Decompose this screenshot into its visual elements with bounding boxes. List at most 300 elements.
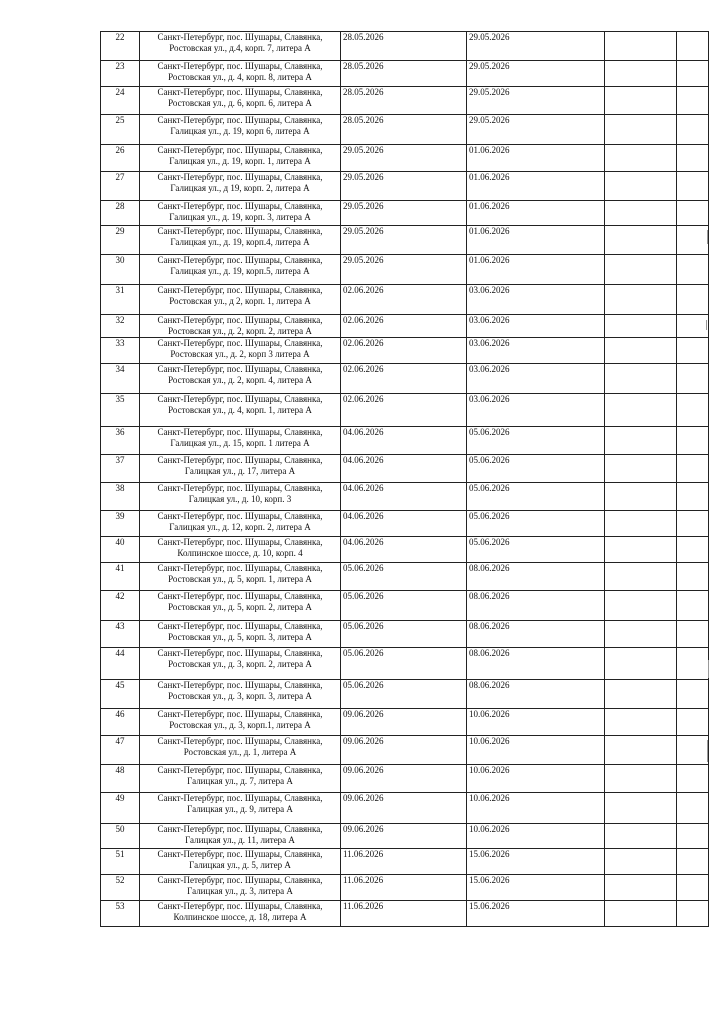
start-date: 28.05.2026 xyxy=(343,32,384,42)
address-line-1: Санкт-Петербург, пос. Шушары, Славянка, xyxy=(157,255,323,265)
address-cell xyxy=(140,364,341,394)
address-cell xyxy=(140,765,341,793)
start-date-cell xyxy=(341,901,467,927)
scan-artifact xyxy=(707,740,708,762)
table-row xyxy=(101,87,709,115)
end-date: 15.06.2026 xyxy=(469,875,510,885)
end-date: 05.06.2026 xyxy=(469,427,510,437)
start-date: 29.05.2026 xyxy=(343,145,384,155)
row-number: 37 xyxy=(115,455,125,465)
start-date: 11.06.2026 xyxy=(343,875,384,885)
start-date: 28.05.2026 xyxy=(343,87,384,97)
address-cell xyxy=(140,427,341,455)
address-line-2: Ростовская ул., д. 3, корп. 3, литера А xyxy=(168,691,312,701)
start-date: 05.06.2026 xyxy=(343,648,384,658)
empty-cell xyxy=(605,483,677,511)
start-date-cell xyxy=(341,115,467,145)
address-cell xyxy=(140,87,341,115)
address-line-1: Санкт-Петербург, пос. Шушары, Славянка, xyxy=(157,315,323,325)
start-date: 04.06.2026 xyxy=(343,483,384,493)
start-date-cell xyxy=(341,455,467,483)
row-number-cell xyxy=(101,87,140,115)
address-line-2: Галицкая ул., д. 19, корп. 1, литера А xyxy=(169,156,311,166)
end-date: 08.06.2026 xyxy=(469,563,510,573)
table-row xyxy=(101,901,709,927)
address-line-2: Галицкая ул., д. 7, литера А xyxy=(187,776,293,786)
address-cell xyxy=(140,736,341,765)
table-row xyxy=(101,511,709,537)
start-date-cell xyxy=(341,849,467,875)
empty-cell xyxy=(677,201,709,226)
address-line-2: Ростовская ул., д. 2, корп. 2, литера А xyxy=(168,326,312,336)
row-number-cell xyxy=(101,201,140,226)
address-line-2: Ростовская ул., д. 5, корп. 1, литера А xyxy=(168,574,312,584)
address-cell xyxy=(140,621,341,648)
start-date: 28.05.2026 xyxy=(343,61,384,71)
start-date: 02.06.2026 xyxy=(343,394,384,404)
address-cell xyxy=(140,824,341,849)
row-number: 48 xyxy=(115,765,125,775)
start-date-cell xyxy=(341,61,467,87)
row-number: 28 xyxy=(115,201,125,211)
address-cell xyxy=(140,511,341,537)
start-date-cell xyxy=(341,483,467,511)
row-number-cell xyxy=(101,901,140,927)
end-date-cell xyxy=(467,285,605,315)
row-number-cell xyxy=(101,285,140,315)
start-date: 29.05.2026 xyxy=(343,255,384,265)
address-line-1: Санкт-Петербург, пос. Шушары, Славянка, xyxy=(157,621,323,631)
end-date-cell xyxy=(467,255,605,285)
row-number-cell xyxy=(101,621,140,648)
end-date-cell xyxy=(467,32,605,61)
address-line-2: Ростовская ул., д. 6, корп. 6, литера А xyxy=(168,98,312,108)
row-number-cell xyxy=(101,483,140,511)
empty-cell xyxy=(677,338,709,364)
empty-cell xyxy=(677,765,709,793)
row-number: 42 xyxy=(115,591,125,601)
row-number: 30 xyxy=(115,255,125,265)
table-row xyxy=(101,736,709,765)
row-number: 34 xyxy=(115,364,125,374)
end-date-cell xyxy=(467,394,605,427)
row-number: 32 xyxy=(115,315,125,325)
empty-cell xyxy=(677,537,709,563)
address-line-2: Ростовская ул., д. 4, корп. 8, литера А xyxy=(168,72,312,82)
address-line-1: Санкт-Петербург, пос. Шушары, Славянка, xyxy=(157,87,323,97)
address-cell xyxy=(140,201,341,226)
end-date: 01.06.2026 xyxy=(469,145,510,155)
end-date: 15.06.2026 xyxy=(469,849,510,859)
row-number-cell xyxy=(101,364,140,394)
row-number: 27 xyxy=(115,172,125,182)
empty-cell xyxy=(605,511,677,537)
empty-cell xyxy=(605,849,677,875)
start-date-cell xyxy=(341,172,467,201)
empty-cell xyxy=(677,709,709,736)
empty-cell xyxy=(605,875,677,901)
end-date: 10.06.2026 xyxy=(469,824,510,834)
address-line-1: Санкт-Петербург, пос. Шушары, Славянка, xyxy=(157,563,323,573)
address-line-1: Санкт-Петербург, пос. Шушары, Славянка, xyxy=(157,537,323,547)
address-line-1: Санкт-Петербург, пос. Шушары, Славянка, xyxy=(157,709,323,719)
empty-cell xyxy=(605,591,677,621)
end-date-cell xyxy=(467,875,605,901)
start-date: 02.06.2026 xyxy=(343,285,384,295)
row-number-cell xyxy=(101,338,140,364)
table-row xyxy=(101,455,709,483)
start-date-cell xyxy=(341,338,467,364)
table-body xyxy=(101,32,709,927)
end-date-cell xyxy=(467,315,605,338)
address-line-1: Санкт-Петербург, пос. Шушары, Славянка, xyxy=(157,511,323,521)
address-line-2: Галицкая ул., д. 11, литера А xyxy=(185,835,295,845)
empty-cell xyxy=(605,709,677,736)
empty-cell xyxy=(677,680,709,709)
address-line-2: Галицкая ул., д. 12, корп. 2, литера А xyxy=(169,522,311,532)
end-date: 29.05.2026 xyxy=(469,87,510,97)
end-date: 08.06.2026 xyxy=(469,591,510,601)
table-row xyxy=(101,115,709,145)
end-date: 03.06.2026 xyxy=(469,338,510,348)
row-number-cell xyxy=(101,709,140,736)
start-date: 04.06.2026 xyxy=(343,427,384,437)
start-date: 04.06.2026 xyxy=(343,537,384,547)
row-number-cell xyxy=(101,849,140,875)
empty-cell xyxy=(605,901,677,927)
end-date: 29.05.2026 xyxy=(469,115,510,125)
end-date: 10.06.2026 xyxy=(469,709,510,719)
row-number-cell xyxy=(101,226,140,255)
address-line-1: Санкт-Петербург, пос. Шушары, Славянка, xyxy=(157,483,323,493)
empty-cell xyxy=(605,648,677,680)
empty-cell xyxy=(605,226,677,255)
address-cell xyxy=(140,680,341,709)
address-cell xyxy=(140,285,341,315)
start-date: 29.05.2026 xyxy=(343,226,384,236)
empty-cell xyxy=(677,875,709,901)
end-date: 01.06.2026 xyxy=(469,172,510,182)
empty-cell xyxy=(605,427,677,455)
empty-cell xyxy=(677,793,709,824)
start-date: 05.06.2026 xyxy=(343,563,384,573)
address-cell xyxy=(140,455,341,483)
end-date: 08.06.2026 xyxy=(469,648,510,658)
address-line-2: Ростовская ул., д. 2, корп. 4, литера А xyxy=(168,375,312,385)
row-number: 50 xyxy=(115,824,125,834)
address-line-1: Санкт-Петербург, пос. Шушары, Славянка, xyxy=(157,736,323,746)
end-date: 03.06.2026 xyxy=(469,315,510,325)
row-number-cell xyxy=(101,32,140,61)
table-row xyxy=(101,394,709,427)
table-row xyxy=(101,621,709,648)
address-cell xyxy=(140,483,341,511)
end-date-cell xyxy=(467,364,605,394)
address-cell xyxy=(140,849,341,875)
row-number-cell xyxy=(101,115,140,145)
row-number: 53 xyxy=(115,901,125,911)
end-date: 05.06.2026 xyxy=(469,511,510,521)
empty-cell xyxy=(677,591,709,621)
table-row xyxy=(101,709,709,736)
address-line-1: Санкт-Петербург, пос. Шушары, Славянка, xyxy=(157,793,323,803)
row-number-cell xyxy=(101,537,140,563)
address-line-1: Санкт-Петербург, пос. Шушары, Славянка, xyxy=(157,115,323,125)
table-row xyxy=(101,537,709,563)
address-line-2: Галицкая ул., д. 15, корп. 1 литера А xyxy=(170,438,310,448)
address-line-1: Санкт-Петербург, пос. Шушары, Славянка, xyxy=(157,648,323,658)
address-cell xyxy=(140,32,341,61)
start-date-cell xyxy=(341,226,467,255)
table-row xyxy=(101,201,709,226)
start-date-cell xyxy=(341,680,467,709)
table-row xyxy=(101,680,709,709)
address-cell xyxy=(140,172,341,201)
start-date: 29.05.2026 xyxy=(343,172,384,182)
start-date: 11.06.2026 xyxy=(343,849,384,859)
address-line-1: Санкт-Петербург, пос. Шушары, Славянка, xyxy=(157,680,323,690)
address-cell xyxy=(140,793,341,824)
table-row xyxy=(101,338,709,364)
start-date-cell xyxy=(341,875,467,901)
empty-cell xyxy=(677,427,709,455)
end-date: 29.05.2026 xyxy=(469,61,510,71)
empty-cell xyxy=(605,338,677,364)
end-date: 15.06.2026 xyxy=(469,901,510,911)
row-number-cell xyxy=(101,427,140,455)
row-number: 40 xyxy=(115,537,125,547)
end-date-cell xyxy=(467,61,605,87)
schedule-table xyxy=(100,31,709,927)
empty-cell xyxy=(605,736,677,765)
empty-cell xyxy=(605,364,677,394)
address-cell xyxy=(140,145,341,172)
empty-cell xyxy=(605,765,677,793)
end-date-cell xyxy=(467,172,605,201)
address-cell xyxy=(140,338,341,364)
row-number-cell xyxy=(101,875,140,901)
row-number-cell xyxy=(101,648,140,680)
address-line-1: Санкт-Петербург, пос. Шушары, Славянка, xyxy=(157,338,323,348)
empty-cell xyxy=(677,736,709,765)
row-number: 46 xyxy=(115,709,125,719)
empty-cell xyxy=(605,824,677,849)
address-line-2: Колпинское шоссе, д. 10, корп. 4 xyxy=(177,548,303,558)
row-number-cell xyxy=(101,563,140,591)
empty-cell xyxy=(605,172,677,201)
table-row xyxy=(101,483,709,511)
end-date-cell xyxy=(467,201,605,226)
row-number-cell xyxy=(101,172,140,201)
empty-cell xyxy=(677,563,709,591)
table-row xyxy=(101,427,709,455)
empty-cell xyxy=(605,537,677,563)
start-date-cell xyxy=(341,621,467,648)
end-date-cell xyxy=(467,765,605,793)
address-line-1: Санкт-Петербург, пос. Шушары, Славянка, xyxy=(157,201,323,211)
start-date: 04.06.2026 xyxy=(343,455,384,465)
row-number-cell xyxy=(101,680,140,709)
start-date-cell xyxy=(341,511,467,537)
address-line-2: Ростовская ул., д 2, корп. 1, литера А xyxy=(169,296,311,306)
empty-cell xyxy=(677,145,709,172)
address-line-2: Галицкая ул., д. 19, корп. 3, литера А xyxy=(169,212,311,222)
empty-cell xyxy=(677,648,709,680)
start-date: 09.06.2026 xyxy=(343,765,384,775)
empty-cell xyxy=(677,285,709,315)
empty-cell xyxy=(605,201,677,226)
address-line-2: Галицкая ул., д. 3, литера А xyxy=(187,886,293,896)
empty-cell xyxy=(677,824,709,849)
end-date-cell xyxy=(467,648,605,680)
start-date: 09.06.2026 xyxy=(343,736,384,746)
row-number: 24 xyxy=(115,87,125,97)
empty-cell xyxy=(605,255,677,285)
row-number-cell xyxy=(101,394,140,427)
empty-cell xyxy=(605,61,677,87)
start-date-cell xyxy=(341,824,467,849)
start-date-cell xyxy=(341,32,467,61)
row-number: 47 xyxy=(115,736,125,746)
address-cell xyxy=(140,591,341,621)
address-cell xyxy=(140,648,341,680)
empty-cell xyxy=(605,455,677,483)
address-cell xyxy=(140,315,341,338)
table-row xyxy=(101,849,709,875)
table-row xyxy=(101,648,709,680)
empty-cell xyxy=(677,115,709,145)
row-number: 35 xyxy=(115,394,125,404)
address-line-1: Санкт-Петербург, пос. Шушары, Славянка, xyxy=(157,226,323,236)
empty-cell xyxy=(677,255,709,285)
row-number: 25 xyxy=(115,115,125,125)
end-date-cell xyxy=(467,511,605,537)
end-date-cell xyxy=(467,455,605,483)
end-date: 08.06.2026 xyxy=(469,621,510,631)
table-row xyxy=(101,563,709,591)
empty-cell xyxy=(677,364,709,394)
scan-artifact xyxy=(707,230,708,244)
address-line-1: Санкт-Петербург, пос. Шушары, Славянка, xyxy=(157,427,323,437)
end-date: 01.06.2026 xyxy=(469,255,510,265)
end-date-cell xyxy=(467,591,605,621)
empty-cell xyxy=(605,145,677,172)
address-line-1: Санкт-Петербург, пос. Шушары, Славянка, xyxy=(157,875,323,885)
row-number-cell xyxy=(101,511,140,537)
empty-cell xyxy=(605,87,677,115)
start-date: 02.06.2026 xyxy=(343,364,384,374)
end-date: 10.06.2026 xyxy=(469,793,510,803)
empty-cell xyxy=(605,315,677,338)
address-line-2: Ростовская ул., д. 3, корп.1, литера А xyxy=(169,720,311,730)
address-cell xyxy=(140,226,341,255)
address-line-1: Санкт-Петербург, пос. Шушары, Славянка, xyxy=(157,901,323,911)
row-number: 22 xyxy=(115,32,125,42)
start-date: 05.06.2026 xyxy=(343,621,384,631)
row-number: 39 xyxy=(115,511,125,521)
address-line-2: Ростовская ул., д. 1, литера А xyxy=(183,747,297,757)
empty-cell xyxy=(677,226,709,255)
table-row xyxy=(101,765,709,793)
empty-cell xyxy=(677,394,709,427)
row-number: 45 xyxy=(115,680,125,690)
row-number: 49 xyxy=(115,793,125,803)
row-number: 33 xyxy=(115,338,125,348)
end-date-cell xyxy=(467,115,605,145)
start-date-cell xyxy=(341,793,467,824)
table-row xyxy=(101,255,709,285)
address-line-2: Галицкая ул., д. 9, литера А xyxy=(187,804,293,814)
row-number: 23 xyxy=(115,61,125,71)
address-line-1: Санкт-Петербург, пос. Шушары, Славянка, xyxy=(157,145,323,155)
empty-cell xyxy=(677,32,709,61)
address-cell xyxy=(140,709,341,736)
address-line-2: Ростовская ул., д. 4, корп. 1, литера А xyxy=(168,405,312,415)
address-line-2: Ростовская ул., д.4, корп. 7, литера А xyxy=(169,43,311,53)
address-line-2: Ростовская ул., д. 3, корп. 2, литера А xyxy=(168,659,312,669)
end-date: 29.05.2026 xyxy=(469,32,510,42)
row-number-cell xyxy=(101,255,140,285)
row-number-cell xyxy=(101,765,140,793)
empty-cell xyxy=(605,115,677,145)
table-row xyxy=(101,145,709,172)
end-date-cell xyxy=(467,87,605,115)
start-date: 05.06.2026 xyxy=(343,591,384,601)
address-line-1: Санкт-Петербург, пос. Шушары, Славянка, xyxy=(157,591,323,601)
start-date-cell xyxy=(341,364,467,394)
row-number-cell xyxy=(101,591,140,621)
table-row xyxy=(101,875,709,901)
address-line-1: Санкт-Петербург, пос. Шушары, Славянка, xyxy=(157,61,323,71)
address-line-1: Санкт-Петербург, пос. Шушары, Славянка, xyxy=(157,32,323,42)
scan-artifact xyxy=(708,660,709,678)
address-cell xyxy=(140,537,341,563)
row-number-cell xyxy=(101,736,140,765)
end-date: 08.06.2026 xyxy=(469,680,510,690)
start-date: 29.05.2026 xyxy=(343,201,384,211)
empty-cell xyxy=(677,901,709,927)
row-number: 44 xyxy=(115,648,125,658)
end-date-cell xyxy=(467,483,605,511)
end-date-cell xyxy=(467,226,605,255)
start-date-cell xyxy=(341,537,467,563)
table-row xyxy=(101,315,709,338)
address-cell xyxy=(140,875,341,901)
end-date: 01.06.2026 xyxy=(469,201,510,211)
end-date-cell xyxy=(467,563,605,591)
empty-cell xyxy=(677,455,709,483)
start-date-cell xyxy=(341,87,467,115)
empty-cell xyxy=(605,563,677,591)
address-line-1: Санкт-Петербург, пос. Шушары, Славянка, xyxy=(157,765,323,775)
address-cell xyxy=(140,255,341,285)
start-date-cell xyxy=(341,709,467,736)
empty-cell xyxy=(677,849,709,875)
address-cell xyxy=(140,563,341,591)
empty-cell xyxy=(605,621,677,648)
row-number: 41 xyxy=(115,563,125,573)
row-number: 26 xyxy=(115,145,125,155)
start-date: 28.05.2026 xyxy=(343,115,384,125)
start-date-cell xyxy=(341,427,467,455)
row-number: 43 xyxy=(115,621,125,631)
end-date: 05.06.2026 xyxy=(469,455,510,465)
table-row xyxy=(101,226,709,255)
empty-cell xyxy=(677,87,709,115)
table-row xyxy=(101,364,709,394)
start-date: 05.06.2026 xyxy=(343,680,384,690)
start-date-cell xyxy=(341,315,467,338)
